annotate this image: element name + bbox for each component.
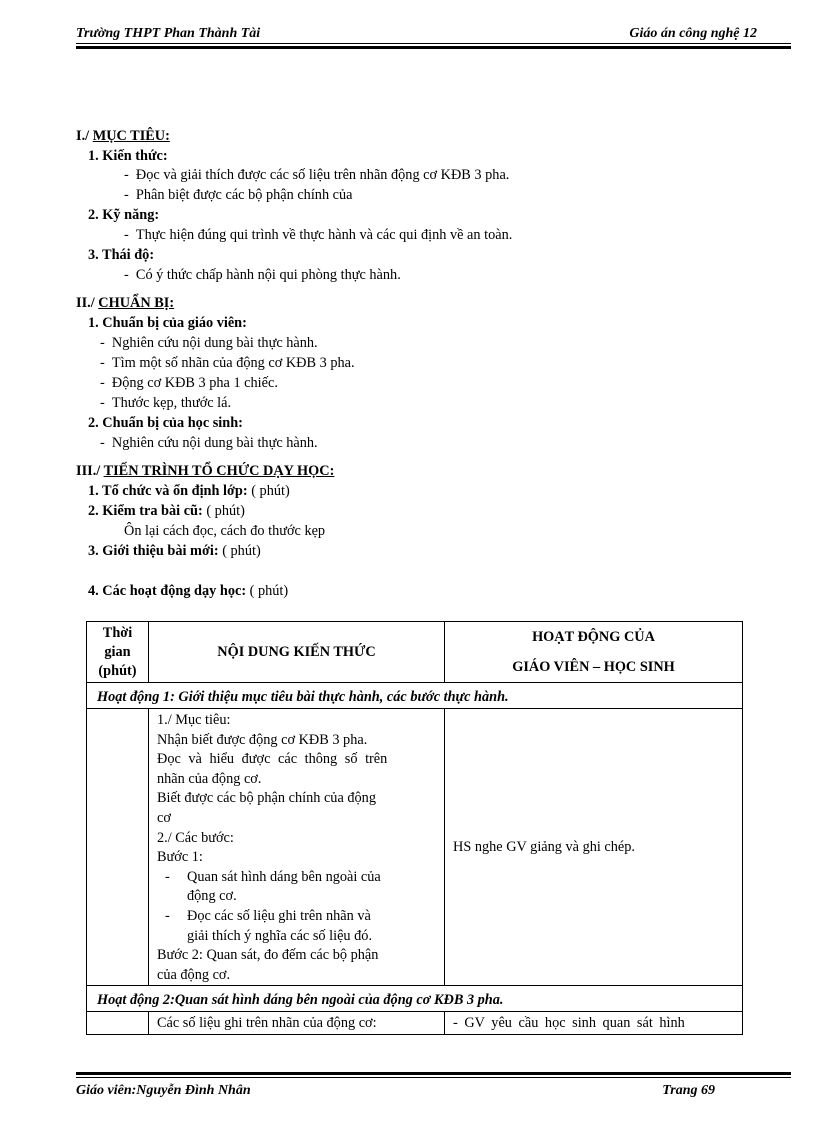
attitude-item: - Có ý thức chấp hành nội qui phòng thực hành. (124, 267, 401, 283)
content-cell: Các số liệu ghi trên nhãn của động cơ: (149, 1012, 445, 1035)
section3-heading: III./ TIẾN TRÌNH TỔ CHỨC DẠY HỌC: (76, 463, 335, 479)
teacher-name: Giáo viên:Nguyễn Đình Nhân (76, 1083, 251, 1098)
attitude-title: 3. Thái độ: (88, 247, 155, 263)
lesson-table (86, 621, 743, 1035)
activity-row (87, 683, 743, 709)
teacher-prep-item: - Tìm một số nhãn của động cơ KĐB 3 pha. (100, 355, 355, 371)
teacher-prep-item: - Động cơ KĐB 3 pha 1 chiếc. (100, 375, 278, 391)
table-header-row (87, 622, 743, 683)
teacher-prep-item: - Thước kẹp, thước lá. (100, 395, 232, 411)
col-time-header: Thời gian (phút) (87, 622, 149, 683)
knowledge-item: - Đọc và giải thích được các số liệu trên nhãn động cơ KĐB 3 pha. (124, 167, 510, 183)
step-item: 2. Kiểm tra bài cũ: ( phút) (88, 503, 245, 519)
section1-heading: I./ MỤC TIÊU: (76, 128, 170, 144)
activity-cell: HS nghe GV giảng và ghi chép. (445, 709, 743, 986)
header-rule-thin (76, 43, 791, 44)
skills-item: - Thực hiện đúng qui trình về thực hành và các qui định về an toàn. (124, 227, 513, 243)
student-prep-title: 2. Chuẩn bị của học sinh: (88, 415, 243, 431)
activity2-title: Hoạt động 2:Quan sát hình dáng bên ngoài của động cơ KĐB 3 pha. (87, 986, 743, 1012)
step-item: 3. Giới thiệu bài mới: ( phút) (88, 543, 261, 559)
activity1-title: Hoạt động 1: Giới thiệu mục tiêu bài thực hành, các bước thực hành. (87, 683, 743, 709)
footer-rule-thin (76, 1077, 791, 1078)
teacher-prep-title: 1. Chuẩn bị của giáo viên: (88, 315, 247, 331)
header-rule-thick (76, 46, 791, 49)
step-item: 1. Tổ chức và ổn định lớp: ( phút) (88, 483, 290, 499)
time-cell (87, 709, 149, 986)
time-cell (87, 1012, 149, 1035)
knowledge-item: - Phân biệt được các bộ phận chính của (124, 187, 353, 203)
page-header (76, 26, 791, 44)
table-row (87, 709, 743, 986)
content-cell: 1./ Mục tiêu: Nhận biết được động cơ KĐB 3 pha. Đọc và hiểu được các thông số trên nhãn của động cơ. Biết được các bộ phận chính của động cơ 2./ Các bước: Bước 1: - Quan sát hình dáng bên ngoài của động cơ. - Đọc các số liệu ghi trên nhãn và giải thích ý nghĩa các số liệu đó. Bước 2: Quan sát, đo đếm các bộ phận của động cơ. (149, 709, 445, 986)
page-footer (76, 1083, 791, 1101)
review-note: Ôn lại cách đọc, cách đo thước kẹp (124, 523, 326, 539)
table-row (87, 1012, 743, 1035)
col-activity-header: HOẠT ĐỘNG CỦA GIÁO VIÊN – HỌC SINH (445, 622, 743, 683)
activity-row (87, 986, 743, 1012)
footer-rule-thick (76, 1072, 791, 1075)
col-content-header: NỘI DUNG KIẾN THỨC (149, 622, 445, 683)
student-prep-item: - Nghiên cứu nội dung bài thực hành. (100, 435, 318, 451)
step-item: 4. Các hoạt động dạy học: ( phút) (88, 583, 289, 599)
teacher-prep-item: - Nghiên cứu nội dung bài thực hành. (100, 335, 318, 351)
knowledge-title: 1. Kiến thức: (88, 148, 168, 164)
section2-heading: II./ CHUẨN BỊ: (76, 295, 175, 311)
skills-title: 2. Kỹ năng: (88, 207, 160, 223)
subject-title: Giáo án công nghệ 12 (629, 26, 757, 41)
school-name: Trường THPT Phan Thành Tài (76, 26, 261, 41)
page-number: Trang 69 (662, 1083, 715, 1098)
activity-cell: - GV yêu cầu học sinh quan sát hình (445, 1012, 743, 1035)
